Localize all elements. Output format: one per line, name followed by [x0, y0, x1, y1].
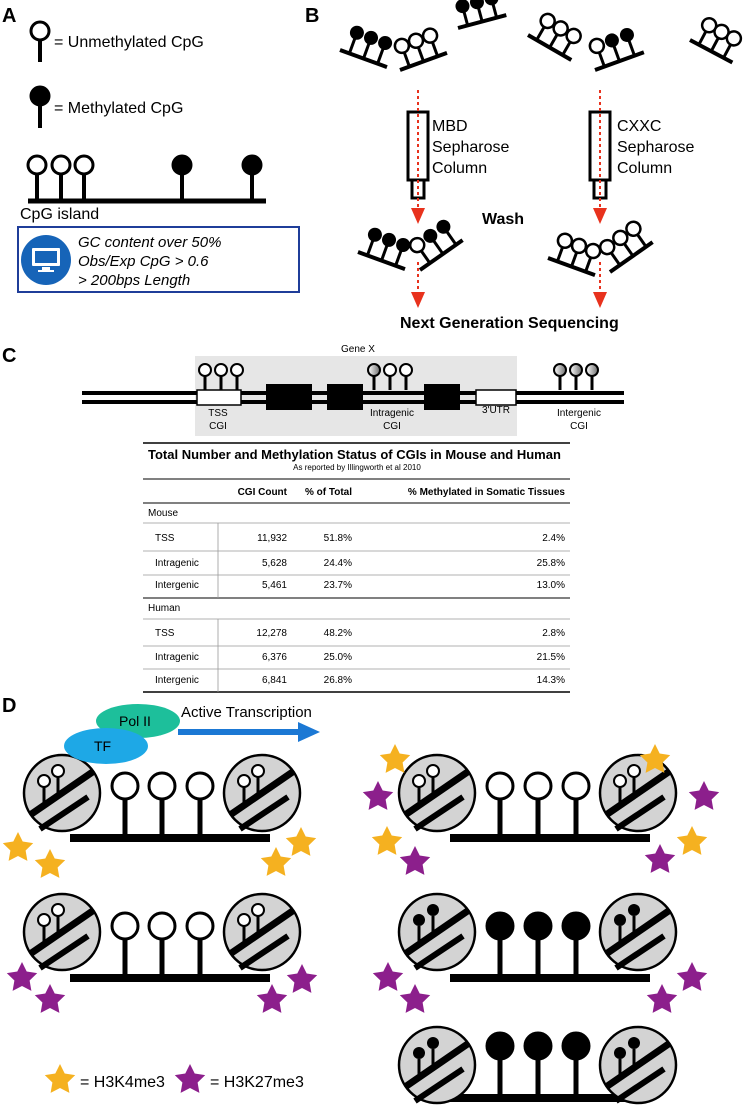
criteria-box [18, 227, 299, 292]
svg-text:TSS: TSS [155, 628, 175, 639]
h3k4me3-label: = H3K4me3 [80, 1074, 165, 1091]
svg-text:25.8%: 25.8% [536, 558, 565, 569]
svg-text:6,376: 6,376 [261, 652, 287, 663]
bivalent-promoter [363, 744, 719, 875]
exon-3 [424, 384, 460, 410]
table-row [155, 628, 565, 639]
gene-label: Gene X [341, 344, 375, 355]
panel-a-letter: A [2, 5, 17, 27]
criteria-length: > 200bps Length [78, 272, 191, 289]
group-mouse: Mouse [148, 508, 179, 519]
cxxc-column [590, 90, 694, 224]
table-row [155, 558, 565, 569]
table-subtitle: As reported by Illingworth et al 2010 [293, 463, 421, 472]
fragment-unmethylated-2 [528, 10, 586, 60]
svg-text:5,461: 5,461 [261, 580, 287, 591]
fragment-methylated-2 [451, 0, 506, 28]
table-title: Total Number and Methylation Status of CGIs in Mouse and Human [148, 447, 561, 462]
legend-unmethylated [31, 22, 204, 62]
table-row [155, 652, 565, 663]
utr-box [476, 390, 516, 405]
header-cgi-count: CGI Count [237, 487, 287, 498]
panel-b [305, 0, 746, 332]
mbd-label-1: MBD [432, 118, 468, 135]
header-pct-total: % of Total [304, 487, 352, 498]
tss-box [197, 390, 241, 405]
tss-label-2: CGI [209, 421, 227, 432]
header-pct-methylated: % Methylated in Somatic Tissues [407, 487, 565, 498]
panel-b-letter: B [305, 5, 320, 27]
svg-text:21.5%: 21.5% [536, 652, 565, 663]
eluted-methylated-2 [403, 216, 462, 270]
panel-d-letter: D [2, 695, 17, 717]
unmethylated-cpg-icon [31, 22, 49, 40]
exon-2 [327, 384, 363, 410]
computer-icon [21, 235, 71, 285]
transcription-arrow-icon [298, 722, 320, 742]
table-row [155, 675, 565, 686]
h3k4me3-star-icon [45, 1064, 75, 1093]
repressed-methylated-promoter [373, 894, 707, 1013]
transcription-label: Active Transcription [181, 704, 312, 721]
h3k27me3-star-icon [175, 1064, 205, 1093]
tss-cpgs [199, 364, 243, 390]
eluted-unmethylated-1 [548, 231, 605, 275]
svg-text:2.4%: 2.4% [542, 533, 565, 544]
svg-text:12,278: 12,278 [256, 628, 287, 639]
legend-methylated [31, 87, 183, 128]
svg-text:25.0%: 25.0% [323, 652, 352, 663]
intragenic-label-1: Intragenic [370, 408, 414, 419]
utr-label: 3'UTR [481, 405, 511, 416]
histone-legend [45, 1064, 304, 1093]
mbd-column [408, 90, 509, 224]
fragment-unmethylated-1 [390, 26, 447, 70]
svg-text:24.4%: 24.4% [323, 558, 352, 569]
criteria-obs-exp: Obs/Exp CpG > 0.6 [78, 253, 209, 270]
panel-d [2, 695, 719, 1103]
cxxc-label-1: CXXC [617, 118, 662, 135]
svg-text:6,841: 6,841 [261, 675, 287, 686]
active-promoter [3, 704, 320, 878]
cpg-island-label: CpG island [20, 206, 100, 223]
svg-text:Intergenic: Intergenic [155, 580, 199, 591]
wash-label: Wash [482, 211, 525, 228]
panel-c [2, 344, 624, 692]
tss-label-1: TSS [208, 408, 228, 419]
fragment-methylated-1 [340, 23, 397, 67]
svg-text:11,932: 11,932 [257, 533, 287, 544]
exon-1 [266, 384, 312, 410]
intergenic-label-2: CGI [570, 421, 588, 432]
svg-text:14.3%: 14.3% [536, 675, 565, 686]
cxxc-label-2: Sepharose [617, 139, 695, 156]
fragment-mixed [585, 25, 644, 70]
methylated-label: = Methylated CpG [54, 100, 184, 117]
intergenic-cpgs [554, 364, 598, 390]
group-human: Human [148, 603, 181, 614]
svg-text:Intragenic: Intragenic [155, 558, 199, 569]
table-row [155, 580, 565, 591]
h3k27me3-label: = H3K27me3 [210, 1074, 304, 1091]
svg-text:26.8%: 26.8% [323, 675, 352, 686]
svg-text:23.7%: 23.7% [323, 580, 352, 591]
criteria-gc: GC content over 50% [78, 234, 222, 251]
svg-text:13.0%: 13.0% [536, 580, 565, 591]
methylated-cpg-icon [31, 87, 49, 105]
svg-text:51.8%: 51.8% [323, 533, 352, 544]
svg-text:48.2%: 48.2% [323, 628, 352, 639]
cgi-table [143, 443, 570, 692]
svg-text:5,628: 5,628 [261, 558, 287, 569]
table-row [155, 533, 565, 544]
repressed-unmethylated-promoter [7, 894, 317, 1013]
svg-text:2.8%: 2.8% [542, 628, 565, 639]
tf-label: TF [94, 738, 112, 754]
intragenic-label-2: CGI [383, 421, 401, 432]
mbd-label-2: Sepharose [432, 139, 510, 156]
intergenic-label-1: Intergenic [557, 408, 601, 419]
cpg-island-diagram [20, 156, 266, 223]
svg-text:Intragenic: Intragenic [155, 652, 199, 663]
pol-ii-label: Pol II [119, 713, 151, 729]
intragenic-cpgs [368, 364, 412, 390]
eluted-unmethylated-2 [593, 218, 652, 272]
panel-c-letter: C [2, 345, 17, 367]
fragment-unmethylated-3 [690, 14, 746, 62]
unmethylated-label: = Unmethylated CpG [54, 34, 204, 51]
panel-a [2, 5, 299, 292]
ngs-label: Next Generation Sequencing [400, 315, 619, 332]
mbd-label-3: Column [432, 160, 488, 177]
silenced-methylated-promoter [399, 1027, 676, 1103]
eluted-methylated-1 [358, 225, 415, 269]
cxxc-label-3: Column [617, 160, 673, 177]
svg-text:TSS: TSS [155, 533, 175, 544]
svg-text:Intergenic: Intergenic [155, 675, 199, 686]
